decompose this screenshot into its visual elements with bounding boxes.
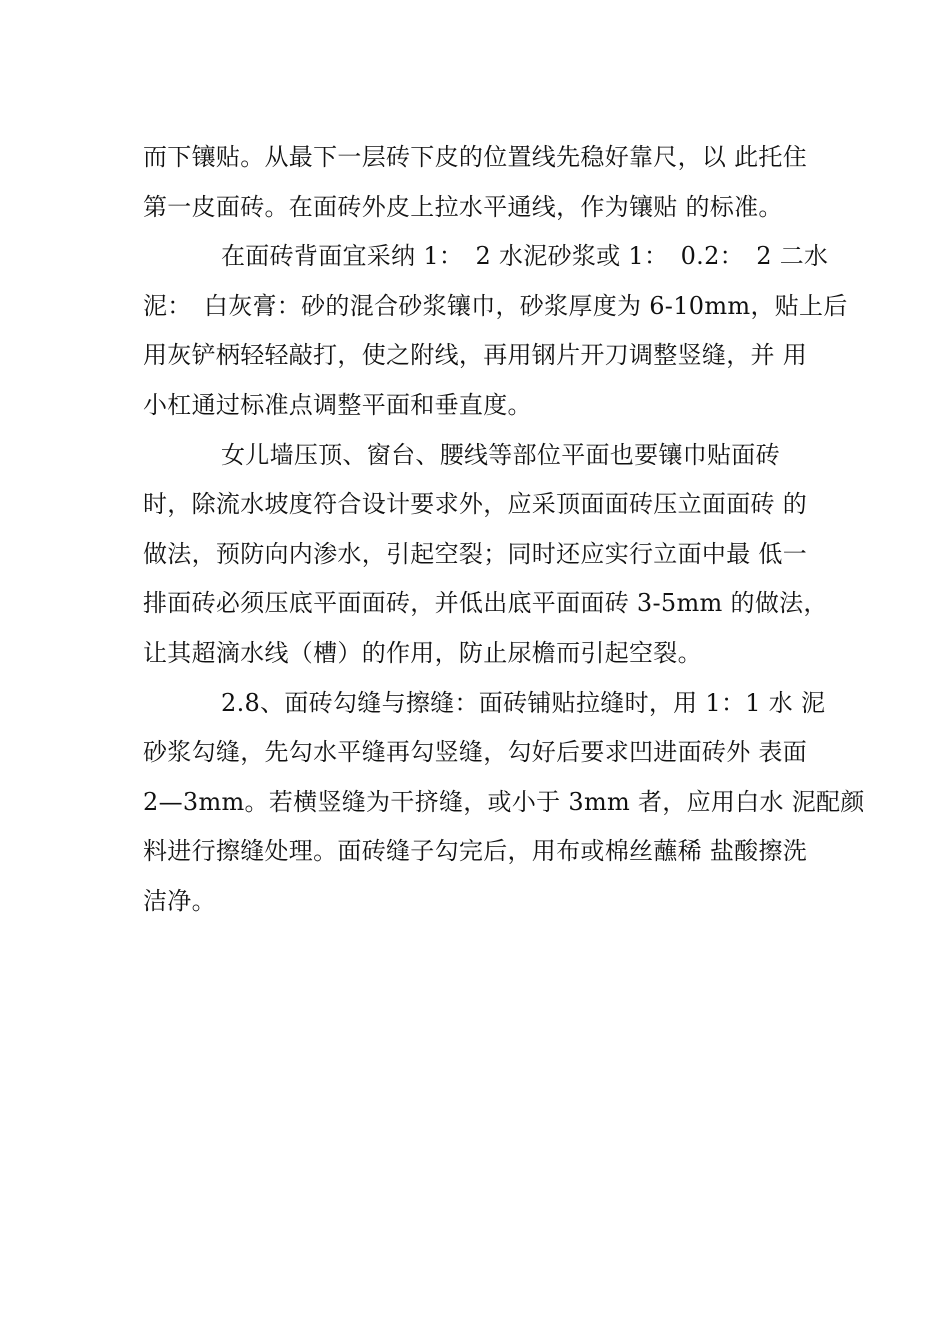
paragraph-line: 排面砖必须压底平面面砖，并低出底平面面砖 3-5mm 的做法， xyxy=(143,589,828,618)
document-body xyxy=(143,133,865,927)
paragraph-line: 时，除流水坡度符合设计要求外，应采顶面面砖压立面面砖 的 xyxy=(143,490,808,519)
paragraph-line: 料进行擦缝处理。面砖缝子勾完后，用布或棉丝蘸稀 盐酸擦洗 xyxy=(143,837,808,866)
paragraph-2 xyxy=(143,232,848,430)
paragraph-line: 小杠通过标准点调整平面和垂直度。 xyxy=(143,390,532,419)
paragraph-line: 做法，预防向内渗水，引起空裂；同时还应实行立面中最 低一 xyxy=(143,539,808,568)
paragraph-line: 而下镶贴。从最下一层砖下皮的位置线先稳好靠尺，以 此托住 xyxy=(143,143,808,171)
paragraph-line: 洁净。 xyxy=(143,886,216,915)
paragraph-line: 砂浆勾缝，先勾水平缝再勾竖缝，勾好后要求凹进面砖外 表面 xyxy=(143,738,808,767)
paragraph-line: 让其超滴水线（槽）的作用，防止尿檐而引起空裂。 xyxy=(143,638,702,667)
paragraph-3 xyxy=(143,431,833,679)
paragraph-line: 泥： 白灰膏：砂的混合砂浆镶巾，砂浆厚度为 6-10mm，贴上后 xyxy=(143,291,848,320)
paragraph-line: 2—3mm。若横竖缝为干挤缝，或小于 3mm 者，应用白水 泥配颜 xyxy=(143,787,865,816)
paragraph-1 xyxy=(143,133,833,232)
paragraph-line: 用灰铲柄轻轻敲打，使之附线，再用钢片开刀调整竖缝，并 用 xyxy=(143,341,808,370)
paragraph-line: 女儿墙压顶、窗台、腰线等部位平面也要镶巾贴面砖 xyxy=(221,440,780,469)
paragraph-line: 在面砖背面宜采纳 1： 2 水泥砂浆或 1： 0.2： 2 二水 xyxy=(221,242,829,271)
paragraph-line: 2.8、面砖勾缝与擦缝：面砖铺贴拉缝时，用 1：1 水 泥 xyxy=(221,688,826,717)
paragraph-4 xyxy=(143,679,865,927)
paragraph-line: 第一皮面砖。在面砖外皮上拉水平通线，作为镶贴 的标准。 xyxy=(143,192,783,221)
